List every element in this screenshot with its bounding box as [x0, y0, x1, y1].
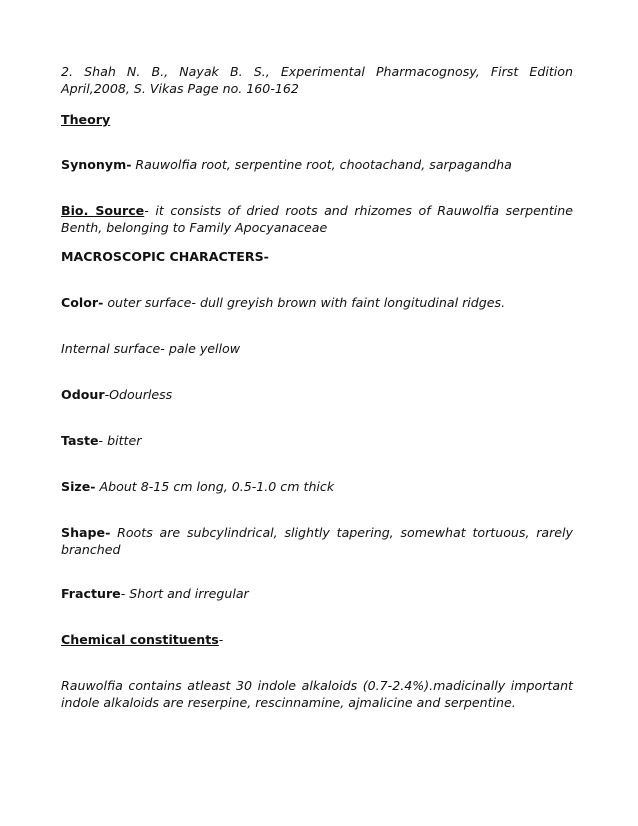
chemical-heading: [61, 631, 573, 648]
odour-line: [61, 386, 573, 403]
color-label: Color-: [61, 295, 104, 310]
size-value: About 8-15 cm long, 0.5-1.0 cm thick: [95, 479, 335, 494]
odour-value: -Odourless: [104, 387, 173, 402]
taste-line: [61, 432, 573, 449]
fracture-line: [61, 585, 573, 602]
bio-source-label: Bio. Source: [61, 203, 145, 218]
bio-source-paragraph: [61, 202, 573, 236]
document-page: [61, 0, 573, 826]
fracture-value: - Short and irregular: [120, 586, 249, 601]
chemical-suffix: -: [218, 632, 224, 647]
fracture-label: Fracture: [61, 586, 121, 601]
macroscopic-heading-text: MACROSCOPIC CHARACTERS-: [61, 249, 269, 264]
internal-surface-text: Internal surface- pale yellow: [61, 341, 241, 356]
chemical-text: Rauwolfia contains atleast 30 indole alkaloids (0.7-2.4%).madicinally important indole alkaloids are reserpine, rescinnamine, ajmalicine and serpentine.: [61, 678, 573, 710]
size-line: [61, 478, 573, 495]
reference-text: 2. Shah N. B., Nayak B. S., Experimental Pharmacognosy, First Edition April,2008, S. Vikas Page no. 160-162: [61, 64, 573, 96]
internal-surface-line: [61, 340, 573, 357]
synonym-line: [61, 156, 573, 173]
taste-label: Taste: [61, 433, 99, 448]
shape-label: Shape-: [61, 525, 111, 540]
shape-value: Roots are subcylindrical, slightly tapering, somewhat tortuous, rarely branched: [61, 525, 573, 557]
chemical-label: Chemical constituents: [61, 632, 219, 647]
color-value: outer surface- dull greyish brown with faint longitudinal ridges.: [103, 295, 506, 310]
theory-heading-text: Theory: [61, 112, 111, 127]
macroscopic-heading: [61, 248, 573, 265]
reference-citation: [61, 63, 573, 97]
chemical-paragraph: [61, 677, 573, 711]
synonym-value: Rauwolfia root, serpentine root, chootachand, sarpagandha: [131, 157, 512, 172]
odour-label: Odour: [61, 387, 105, 402]
synonym-label: Synonym-: [61, 157, 132, 172]
shape-paragraph: [61, 524, 573, 558]
size-label: Size-: [61, 479, 96, 494]
theory-heading: [61, 111, 573, 128]
taste-value: - bitter: [98, 433, 142, 448]
bio-source-value: - it consists of dried roots and rhizomes of Rauwolfia serpentine Benth, belonging to Family Apocyanaceae: [61, 203, 573, 235]
color-line: [61, 294, 573, 311]
